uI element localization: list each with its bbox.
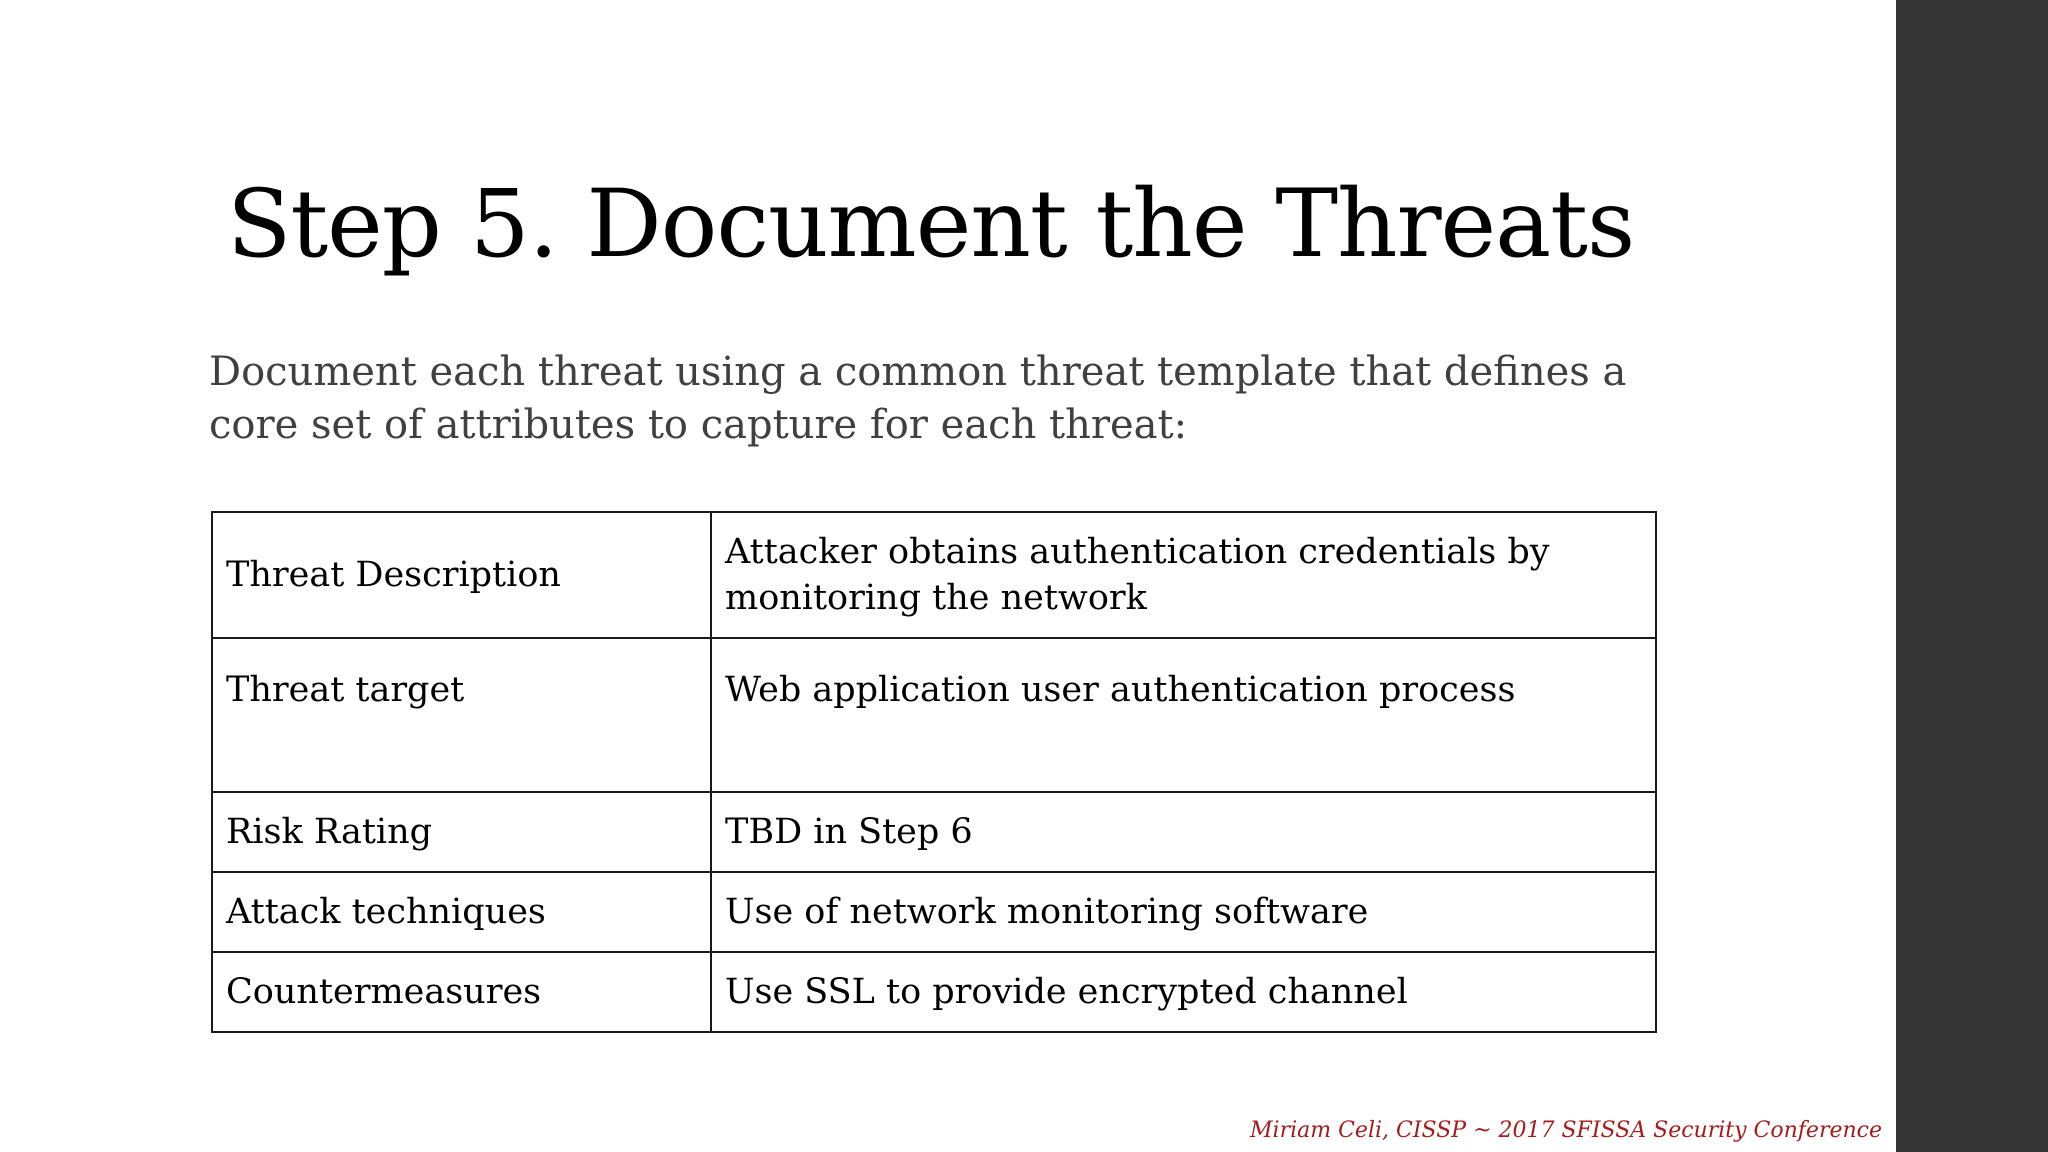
attribute-value: Use SSL to provide encrypted channel <box>711 952 1656 1032</box>
table-row <box>212 952 1656 1032</box>
attribute-value: Web application user authentication process <box>711 638 1656 792</box>
threat-template-table <box>211 511 1657 1033</box>
table-row <box>212 792 1656 872</box>
attribute-value: TBD in Step 6 <box>711 792 1656 872</box>
attribute-value: Attacker obtains authentication credentials by monitoring the network <box>711 512 1656 638</box>
attribute-value: Use of network monitoring software <box>711 872 1656 952</box>
attribute-label: Threat Description <box>212 512 711 638</box>
intro-text: Document each threat using a common threat template that defines a core set of attributes to capture for each threat: <box>209 349 1627 448</box>
footer-credit: Miriam Celi, CISSP ~ 2017 SFISSA Security Conference <box>1250 1118 1882 1143</box>
table-row <box>212 638 1656 792</box>
attribute-label: Threat target <box>212 638 711 792</box>
table-row <box>212 512 1656 638</box>
attribute-label: Countermeasures <box>212 952 711 1032</box>
attribute-label: Attack techniques <box>212 872 711 952</box>
slide-title: Step 5. Document the Threats <box>227 170 1635 279</box>
table-row <box>212 872 1656 952</box>
right-sidebar-band <box>1896 0 2048 1152</box>
attribute-label: Risk Rating <box>212 792 711 872</box>
